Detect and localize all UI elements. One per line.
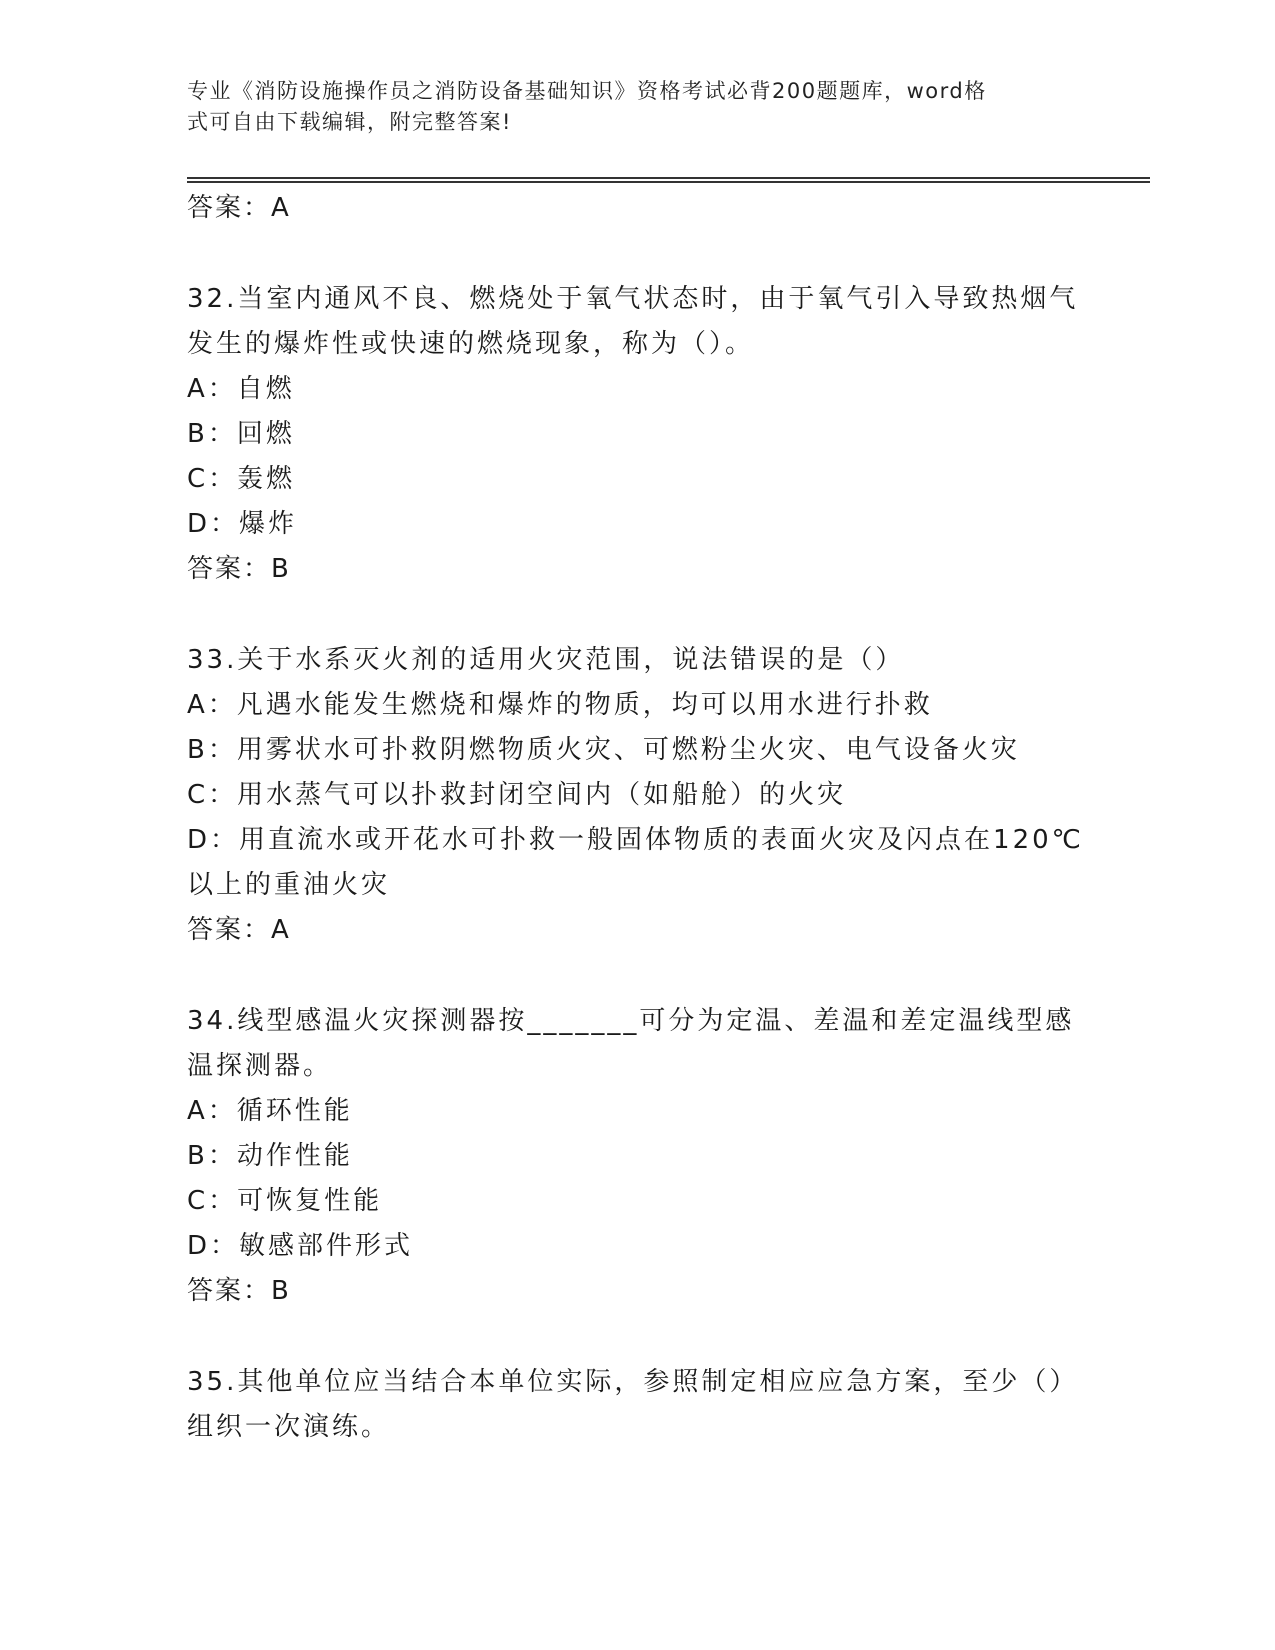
question-stem: 发生的爆炸性或快速的燃烧现象，称为（）。 [187, 329, 755, 359]
header-line-1: 专业《消防设施操作员之消防设备基础知识》资格考试必背200题题库，word格 [187, 79, 987, 103]
option-a: A：凡遇水能发生燃烧和爆炸的物质，均可以用水进行扑救 [187, 690, 933, 720]
question-stem: 34.线型感温火灾探测器按_______可分为定温、差温和差定温线型感 [187, 1006, 1075, 1036]
option-b: B：动作性能 [187, 1141, 353, 1171]
header-line-2: 式可自由下载编辑，附完整答案! [187, 110, 512, 134]
option-b: B：回燃 [187, 419, 295, 449]
option-d-continued: 以上的重油火灾 [187, 870, 391, 900]
option-c: C：轰燃 [187, 464, 296, 494]
question-stem: 温探测器。 [187, 1051, 333, 1081]
question-stem: 33.关于水系灭火剂的适用火灾范围，说法错误的是（） [187, 645, 905, 675]
header-double-rule [187, 177, 1150, 183]
question-35 [187, 1360, 1087, 1450]
question-stem: 35.其他单位应当结合本单位实际，参照制定相应应急方案，至少（） [187, 1367, 1079, 1397]
answer-31: 答案：A [187, 193, 291, 223]
question-34 [187, 999, 1087, 1314]
option-d: D：爆炸 [187, 509, 298, 539]
option-c: C：用水蒸气可以扑救封闭空间内（如船舱）的火灾 [187, 780, 847, 810]
option-c: C：可恢复性能 [187, 1186, 383, 1216]
question-list [187, 186, 1087, 1450]
option-a: A：循环性能 [187, 1096, 353, 1126]
option-d: D：敏感部件形式 [187, 1231, 414, 1261]
question-stem: 32.当室内通风不良、燃烧处于氧气状态时，由于氧气引入导致热烟气 [187, 284, 1079, 314]
page-header [187, 76, 1087, 138]
option-d: D：用直流水或开花水可扑救一般固体物质的表面火灾及闪点在120℃ [187, 825, 1084, 855]
answer: 答案：B [187, 1276, 291, 1306]
option-a: A：自燃 [187, 374, 295, 404]
option-b: B：用雾状水可扑救阴燃物质火灾、可燃粉尘火灾、电气设备火灾 [187, 735, 1020, 765]
question-stem: 组织一次演练。 [187, 1412, 391, 1442]
answer: 答案：B [187, 554, 291, 584]
question-33 [187, 638, 1087, 953]
answer: 答案：A [187, 915, 291, 945]
question-32 [187, 277, 1087, 592]
